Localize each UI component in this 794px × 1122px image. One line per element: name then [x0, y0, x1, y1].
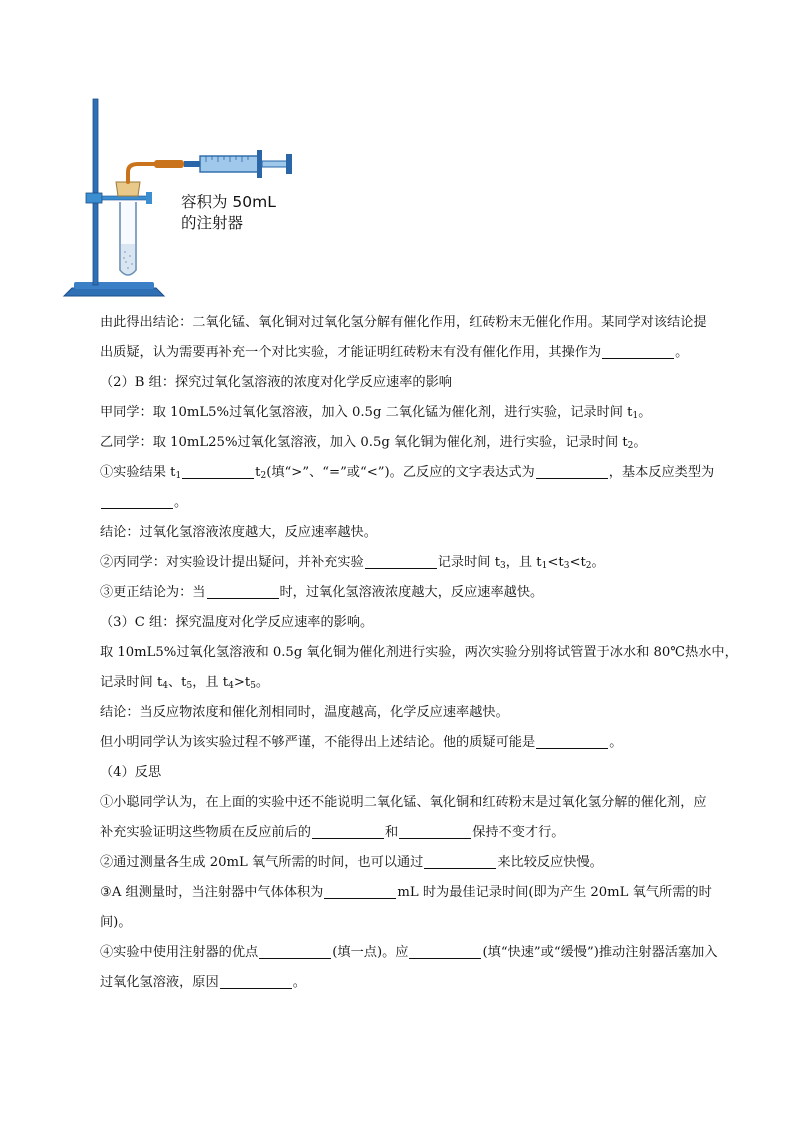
text-line: 甲同学：取 10mL5%过氧化氢溶液，加入 0.5g 二氧化锰为催化剂，进行实验，记录时间 $t_1$。: [100, 405, 652, 421]
text-line: 结论：当反应物浓度和催化剂相同时，温度越高，化学反应速率越快。: [100, 705, 509, 720]
text-line: 补充实验证明这些物质在反应前后的 和 保持不变才行。: [100, 825, 565, 840]
syringe-label: [181, 192, 276, 234]
text-line: ③A 组测量时，当注射器中气体体积为 mL 时为最佳记录时间(即为产生 20mL 氧气所需的时: [100, 885, 712, 900]
syringe-label-line2: 的注射器: [181, 214, 244, 232]
clamp-block: [86, 193, 102, 203]
text-line: 出质疑，认为需要再补充一个对比实验，才能证明红砖粉末有没有催化作用，其操作为 。: [100, 345, 689, 360]
syringe-nozzle: [184, 161, 200, 167]
syringe-barrel: [200, 156, 258, 172]
tube-joint: [154, 160, 184, 168]
answer-blank[interactable]: [536, 464, 608, 479]
stand-base: [64, 288, 164, 296]
stand-base-top: [74, 282, 154, 289]
text-line: 。: [100, 488, 720, 518]
answer-blank[interactable]: [324, 884, 396, 899]
text-line: 过氧化氢溶液，原因 。: [100, 975, 306, 990]
text-line: 记录时间 $t_4$、$t_5$，且 $t_4>t_5$。: [100, 675, 270, 691]
test-tube-liquid: [121, 244, 135, 274]
answer-blank[interactable]: [409, 944, 481, 959]
answer-blank[interactable]: [365, 554, 437, 569]
answer-blank[interactable]: [259, 944, 331, 959]
text-line: ③更正结论为：当 时，过氧化氢溶液浓度越大，反应速率越快。: [100, 585, 544, 600]
stand-rod: [93, 99, 98, 285]
clamp-jaw: [146, 192, 152, 204]
section-heading-reflection: （4）反思: [100, 765, 162, 780]
text-line: 间)。: [100, 915, 132, 930]
answer-blank[interactable]: [312, 824, 384, 839]
text-line: ①实验结果 $t_1$ $t_2$(填“>”、“=”或“<”)。乙反应的文字表达式为 ，基本反应类型为: [100, 465, 715, 481]
text-line: 乙同学：取 10mL25%过氧化氢溶液，加入 0.5g 氧化铜为催化剂，进行实验，记录时间 $t_2$。: [100, 435, 647, 451]
answer-blank[interactable]: [424, 854, 496, 869]
question-text: [100, 308, 738, 998]
section-heading-b: （2）B 组：探究过氧化氢溶液的浓度对化学反应速率的影响: [100, 375, 452, 390]
text-line: 结论：过氧化氢溶液浓度越大，反应速率越快。: [100, 525, 377, 540]
syringe-plunger-head: [286, 154, 292, 174]
text-line: 由此得出结论：二氧化锰、氧化铜对过氧化氢分解有催化作用，红砖粉末无催化作用。某同学对该结论提: [100, 315, 707, 330]
answer-blank[interactable]: [101, 494, 173, 509]
rubber-stopper: [116, 182, 140, 196]
syringe-plunger-rod: [262, 161, 288, 167]
clamp-arm: [102, 196, 148, 200]
delivery-tube: [128, 164, 156, 182]
text-line: 但小明同学认为该实验过程不够严谨，不能得出上述结论。他的质疑可能是 。: [100, 735, 623, 750]
section-heading-c: （3）C 组：探究温度对化学反应速率的影响。: [100, 615, 374, 630]
answer-blank[interactable]: [182, 464, 254, 479]
syringe-flange: [257, 150, 262, 178]
answer-blank[interactable]: [536, 734, 608, 749]
text-line: 取 10mL5%过氧化氢溶液和 0.5g 氧化铜为催化剂进行实验，两次实验分别将试管置于冰水和 80℃热水中，: [100, 645, 738, 660]
text-line: ②通过测量各生成 20mL 氧气所需的时间，也可以通过 来比较反应快慢。: [100, 855, 603, 870]
syringe-label-line1: 容积为 50mL: [181, 193, 276, 211]
answer-blank[interactable]: [602, 344, 674, 359]
answer-blank[interactable]: [220, 974, 292, 989]
text-line: ④实验中使用注射器的优点 (填一点)。应 (填“快速”或“缓慢”)推动注射器活塞加入: [100, 945, 718, 960]
answer-blank[interactable]: [207, 584, 279, 599]
text-line: ②丙同学：对实验设计提出疑问，并补充实验 记录时间 $t_3$，且 $t_1<t_3<t_2$。: [100, 555, 605, 571]
answer-blank[interactable]: [399, 824, 471, 839]
text-line: ①小聪同学认为，在上面的实验中还不能说明二氧化锰、氧化铜和红砖粉末是过氧化氢分解的催化剂，应: [100, 795, 707, 810]
